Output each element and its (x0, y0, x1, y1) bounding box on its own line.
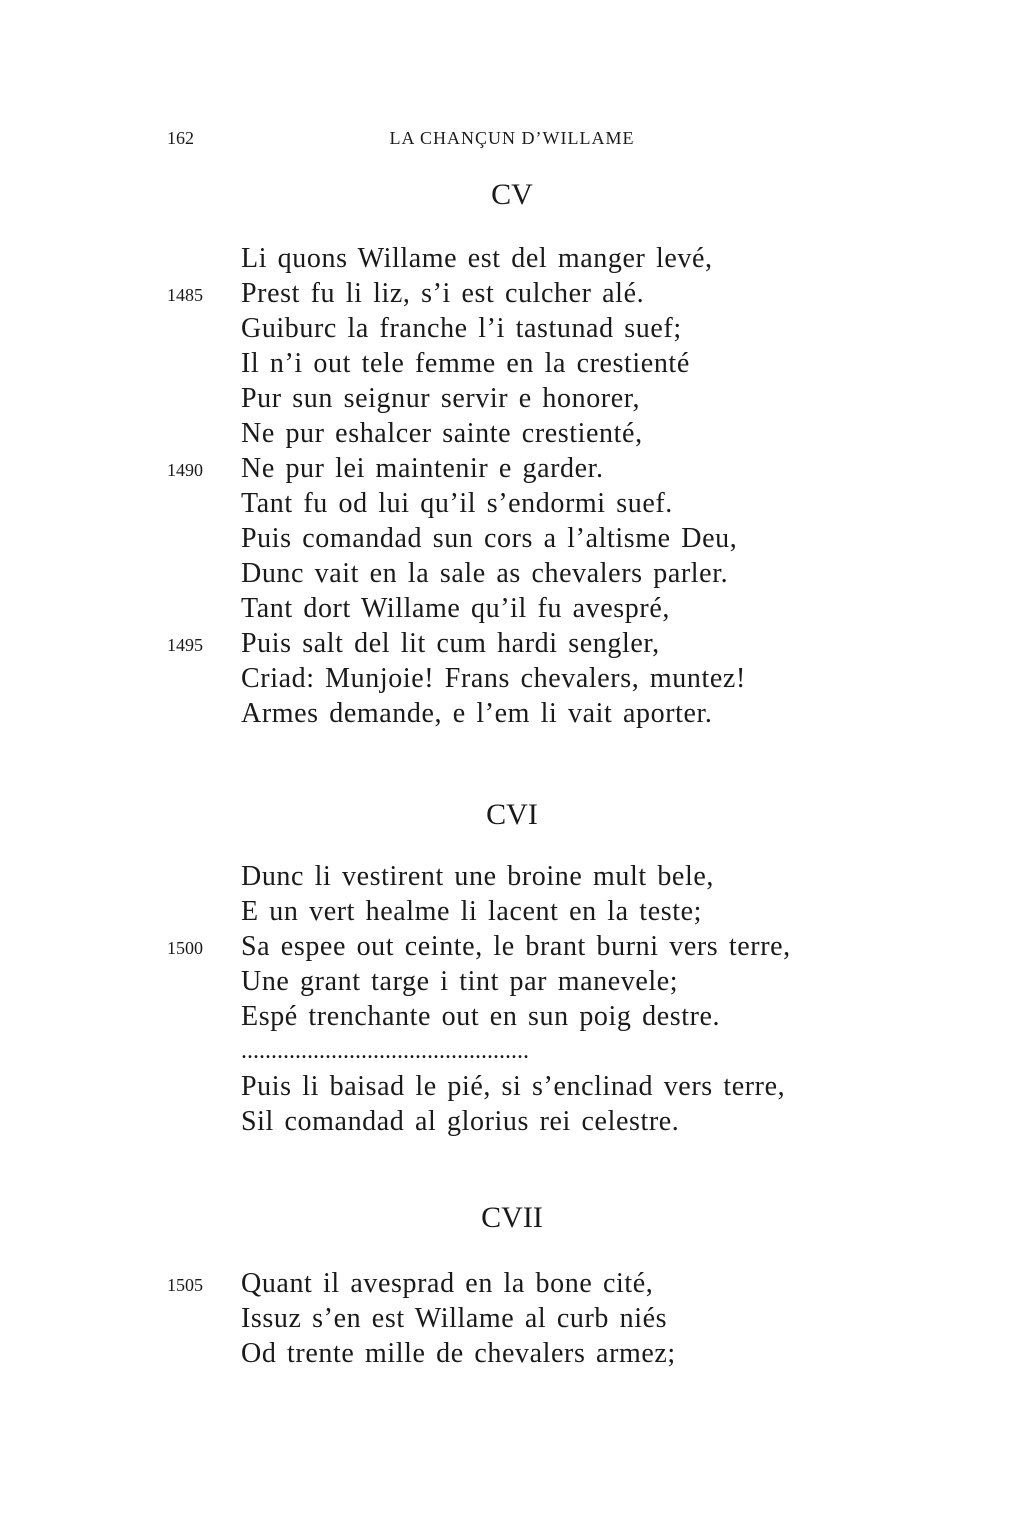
stanza-cvii-lines (0, 1266, 1024, 1371)
verse-text: Dunc vait en la sale as chevalers parler. (241, 558, 729, 589)
verse-line (0, 929, 1024, 964)
stanza-cv (0, 175, 1024, 215)
verse-line (0, 859, 1024, 894)
line-number: 1500 (167, 938, 203, 958)
verse-line (0, 486, 1024, 521)
line-number: 1495 (167, 635, 203, 655)
verse-line (0, 894, 1024, 929)
verse-text: Armes demande, e l’em li vait aporter. (241, 698, 713, 729)
verse-line (0, 451, 1024, 486)
verse-line (0, 626, 1024, 661)
stanza-cvii (0, 1198, 1024, 1238)
stanza-title: CVII (481, 1201, 543, 1234)
verse-text: Espé trenchante out en sun poig destre. (241, 1001, 721, 1032)
verse-text: Issuz s’en est Willame al curb niés (241, 1303, 668, 1334)
running-title (0, 128, 1024, 149)
verse-text: Prest fu li liz, s’i est culcher alé. (241, 278, 645, 309)
stanza-cvi-lines (0, 859, 1024, 1139)
verse-text: Une grant targe i tint par manevele; (241, 966, 679, 997)
line-number: 1490 (167, 460, 203, 480)
verse-text: Criad: Munjoie! Frans chevalers, muntez! (241, 663, 746, 694)
stanza-cv-lines (0, 241, 1024, 731)
verse-text: Guiburc la franche l’i tastunad suef; (241, 313, 682, 344)
verse-text: Quant il avesprad en la bone cité, (241, 1268, 654, 1299)
verse-line (0, 416, 1024, 451)
verse-line (0, 999, 1024, 1034)
verse-line (0, 661, 1024, 696)
verse-text: Li quons Willame est del manger levé, (241, 243, 713, 274)
verse-line (0, 696, 1024, 731)
verse-text: Tant dort Willame qu’il fu avespré, (241, 593, 670, 624)
verse-text: Puis comandad sun cors a l’altisme Deu, (241, 523, 738, 554)
verse-line (0, 521, 1024, 556)
verse-line (0, 1301, 1024, 1336)
verse-line (0, 1069, 1024, 1104)
page-number: 162 (167, 128, 194, 148)
verse-text: Dunc li vestirent une broine mult bele, (241, 861, 714, 892)
verse-text: Ne pur eshalcer sainte crestienté, (241, 418, 643, 449)
stanza-title: CV (491, 178, 533, 211)
verse-text: Pur sun seignur servir e honorer, (241, 383, 641, 414)
verse-line (0, 311, 1024, 346)
verse-line (0, 556, 1024, 591)
verse-text: E un vert healme li lacent en la teste; (241, 896, 703, 927)
lacuna-dots: ................................................ (241, 1038, 529, 1064)
line-number: 1485 (167, 285, 203, 305)
verse-line (0, 964, 1024, 999)
verse-line (0, 1266, 1024, 1301)
lacuna-line (0, 1034, 1024, 1069)
verse-text: Il n’i out tele femme en la crestienté (241, 348, 690, 379)
stanza-title: CVI (486, 798, 538, 831)
verse-line (0, 276, 1024, 311)
verse-text: Sil comandad al glorius rei celestre. (241, 1106, 680, 1137)
verse-text: Puis li baisad le pié, si s’enclinad vers terre, (241, 1071, 786, 1102)
verse-line (0, 241, 1024, 276)
verse-line (0, 1104, 1024, 1139)
verse-text: Puis salt del lit cum hardi sengler, (241, 628, 660, 659)
verse-text: Ne pur lei maintenir e garder. (241, 453, 604, 484)
verse-line (0, 381, 1024, 416)
line-number: 1505 (167, 1275, 203, 1295)
verse-line (0, 1336, 1024, 1371)
running-title-text: LA CHANÇUN D’WILLAME (389, 128, 635, 148)
verse-text: Sa espee out ceinte, le brant burni vers terre, (241, 931, 791, 962)
stanza-cvi (0, 795, 1024, 835)
verse-line (0, 346, 1024, 381)
verse-line (0, 591, 1024, 626)
verse-text: Tant fu od lui qu’il s’endormi suef. (241, 488, 673, 519)
verse-text: Od trente mille de chevalers armez; (241, 1338, 676, 1369)
page-header (0, 128, 1024, 156)
